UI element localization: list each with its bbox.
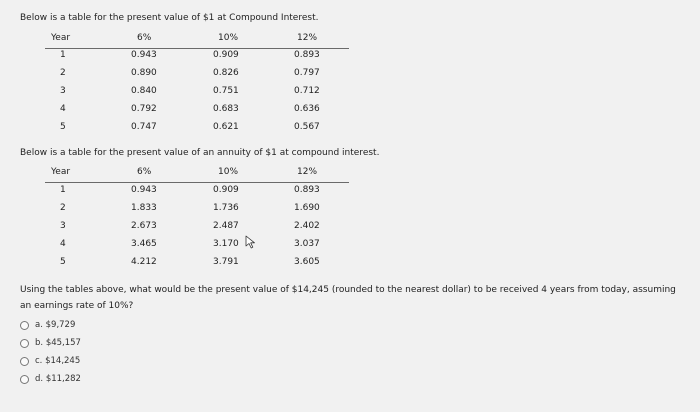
rate12-cell: 0.893 bbox=[294, 185, 320, 195]
rate6-cell: 1.833 bbox=[131, 203, 157, 213]
option-b[interactable] bbox=[20, 336, 81, 350]
option-c[interactable] bbox=[20, 354, 80, 368]
rate12-cell: 0.567 bbox=[294, 122, 320, 132]
year-cell: 4 bbox=[60, 104, 66, 114]
option-letter: d. bbox=[35, 374, 44, 384]
col-header-year: Year bbox=[51, 167, 71, 177]
radio-icon[interactable] bbox=[20, 321, 29, 330]
col-header-12pct: 12% bbox=[297, 167, 318, 177]
rate6-cell: 0.747 bbox=[131, 122, 157, 132]
year-cell: 1 bbox=[60, 50, 66, 60]
option-letter: c. bbox=[35, 356, 43, 366]
rate12-cell: 0.712 bbox=[294, 86, 320, 96]
rate10-cell: 0.621 bbox=[213, 122, 239, 132]
year-cell: 1 bbox=[60, 185, 66, 195]
table2-intro: Below is a table for the present value of an annuity of $1 at compound interest. bbox=[20, 148, 380, 158]
option-a[interactable] bbox=[20, 318, 75, 332]
rate10-cell: 0.683 bbox=[213, 104, 239, 114]
rate12-cell: 3.037 bbox=[294, 239, 320, 249]
rate12-cell: 3.605 bbox=[294, 257, 320, 267]
col-header-6pct: 6% bbox=[137, 33, 152, 43]
col-header-10pct: 10% bbox=[218, 33, 239, 43]
year-cell: 3 bbox=[60, 86, 66, 96]
rate6-cell: 0.943 bbox=[131, 50, 157, 60]
rate10-cell: 0.909 bbox=[213, 50, 239, 60]
rate12-cell: 0.893 bbox=[294, 50, 320, 60]
year-cell: 5 bbox=[60, 257, 66, 267]
option-text: $11,282 bbox=[45, 374, 81, 384]
question-text: Using the tables above, what would be the present value of $14,245 (rounded to the nearest dollar) to be received 4 years from today, assuming an earnings rate of 10%? bbox=[20, 285, 676, 311]
year-cell: 2 bbox=[60, 203, 66, 213]
rate12-cell: 2.402 bbox=[294, 221, 320, 231]
table-header-row bbox=[0, 167, 700, 180]
col-header-6pct: 6% bbox=[137, 167, 152, 177]
col-header-10pct: 10% bbox=[218, 167, 239, 177]
rate10-cell: 0.909 bbox=[213, 185, 239, 195]
option-d[interactable] bbox=[20, 372, 81, 386]
col-header-12pct: 12% bbox=[297, 33, 318, 43]
mouse-cursor-icon bbox=[245, 235, 259, 249]
rate12-cell: 0.636 bbox=[294, 104, 320, 114]
rate12-cell: 1.690 bbox=[294, 203, 320, 213]
option-letter: a. bbox=[35, 320, 43, 330]
rate6-cell: 2.673 bbox=[131, 221, 157, 231]
year-cell: 2 bbox=[60, 68, 66, 78]
rate6-cell: 0.943 bbox=[131, 185, 157, 195]
radio-icon[interactable] bbox=[20, 375, 29, 384]
radio-icon[interactable] bbox=[20, 357, 29, 366]
rate10-cell: 3.791 bbox=[213, 257, 239, 267]
rate10-cell: 0.826 bbox=[213, 68, 239, 78]
rate10-cell: 2.487 bbox=[213, 221, 239, 231]
col-header-year: Year bbox=[51, 33, 71, 43]
year-cell: 5 bbox=[60, 122, 66, 132]
option-text: $14,245 bbox=[45, 356, 81, 366]
rate10-cell: 1.736 bbox=[213, 203, 239, 213]
rate6-cell: 0.840 bbox=[131, 86, 157, 96]
header-rule bbox=[45, 182, 349, 183]
rate12-cell: 0.797 bbox=[294, 68, 320, 78]
option-text: $45,157 bbox=[45, 338, 81, 348]
year-cell: 3 bbox=[60, 221, 66, 231]
rate6-cell: 0.792 bbox=[131, 104, 157, 114]
rate6-cell: 4.212 bbox=[131, 257, 157, 267]
rate10-cell: 0.751 bbox=[213, 86, 239, 96]
table1-intro: Below is a table for the present value of $1 at Compound Interest. bbox=[20, 13, 319, 23]
option-text: $9,729 bbox=[45, 320, 76, 330]
rate10-cell: 3.170 bbox=[213, 239, 239, 249]
radio-icon[interactable] bbox=[20, 339, 29, 348]
option-letter: b. bbox=[35, 338, 44, 348]
year-cell: 4 bbox=[60, 239, 66, 249]
rate6-cell: 3.465 bbox=[131, 239, 157, 249]
rate6-cell: 0.890 bbox=[131, 68, 157, 78]
